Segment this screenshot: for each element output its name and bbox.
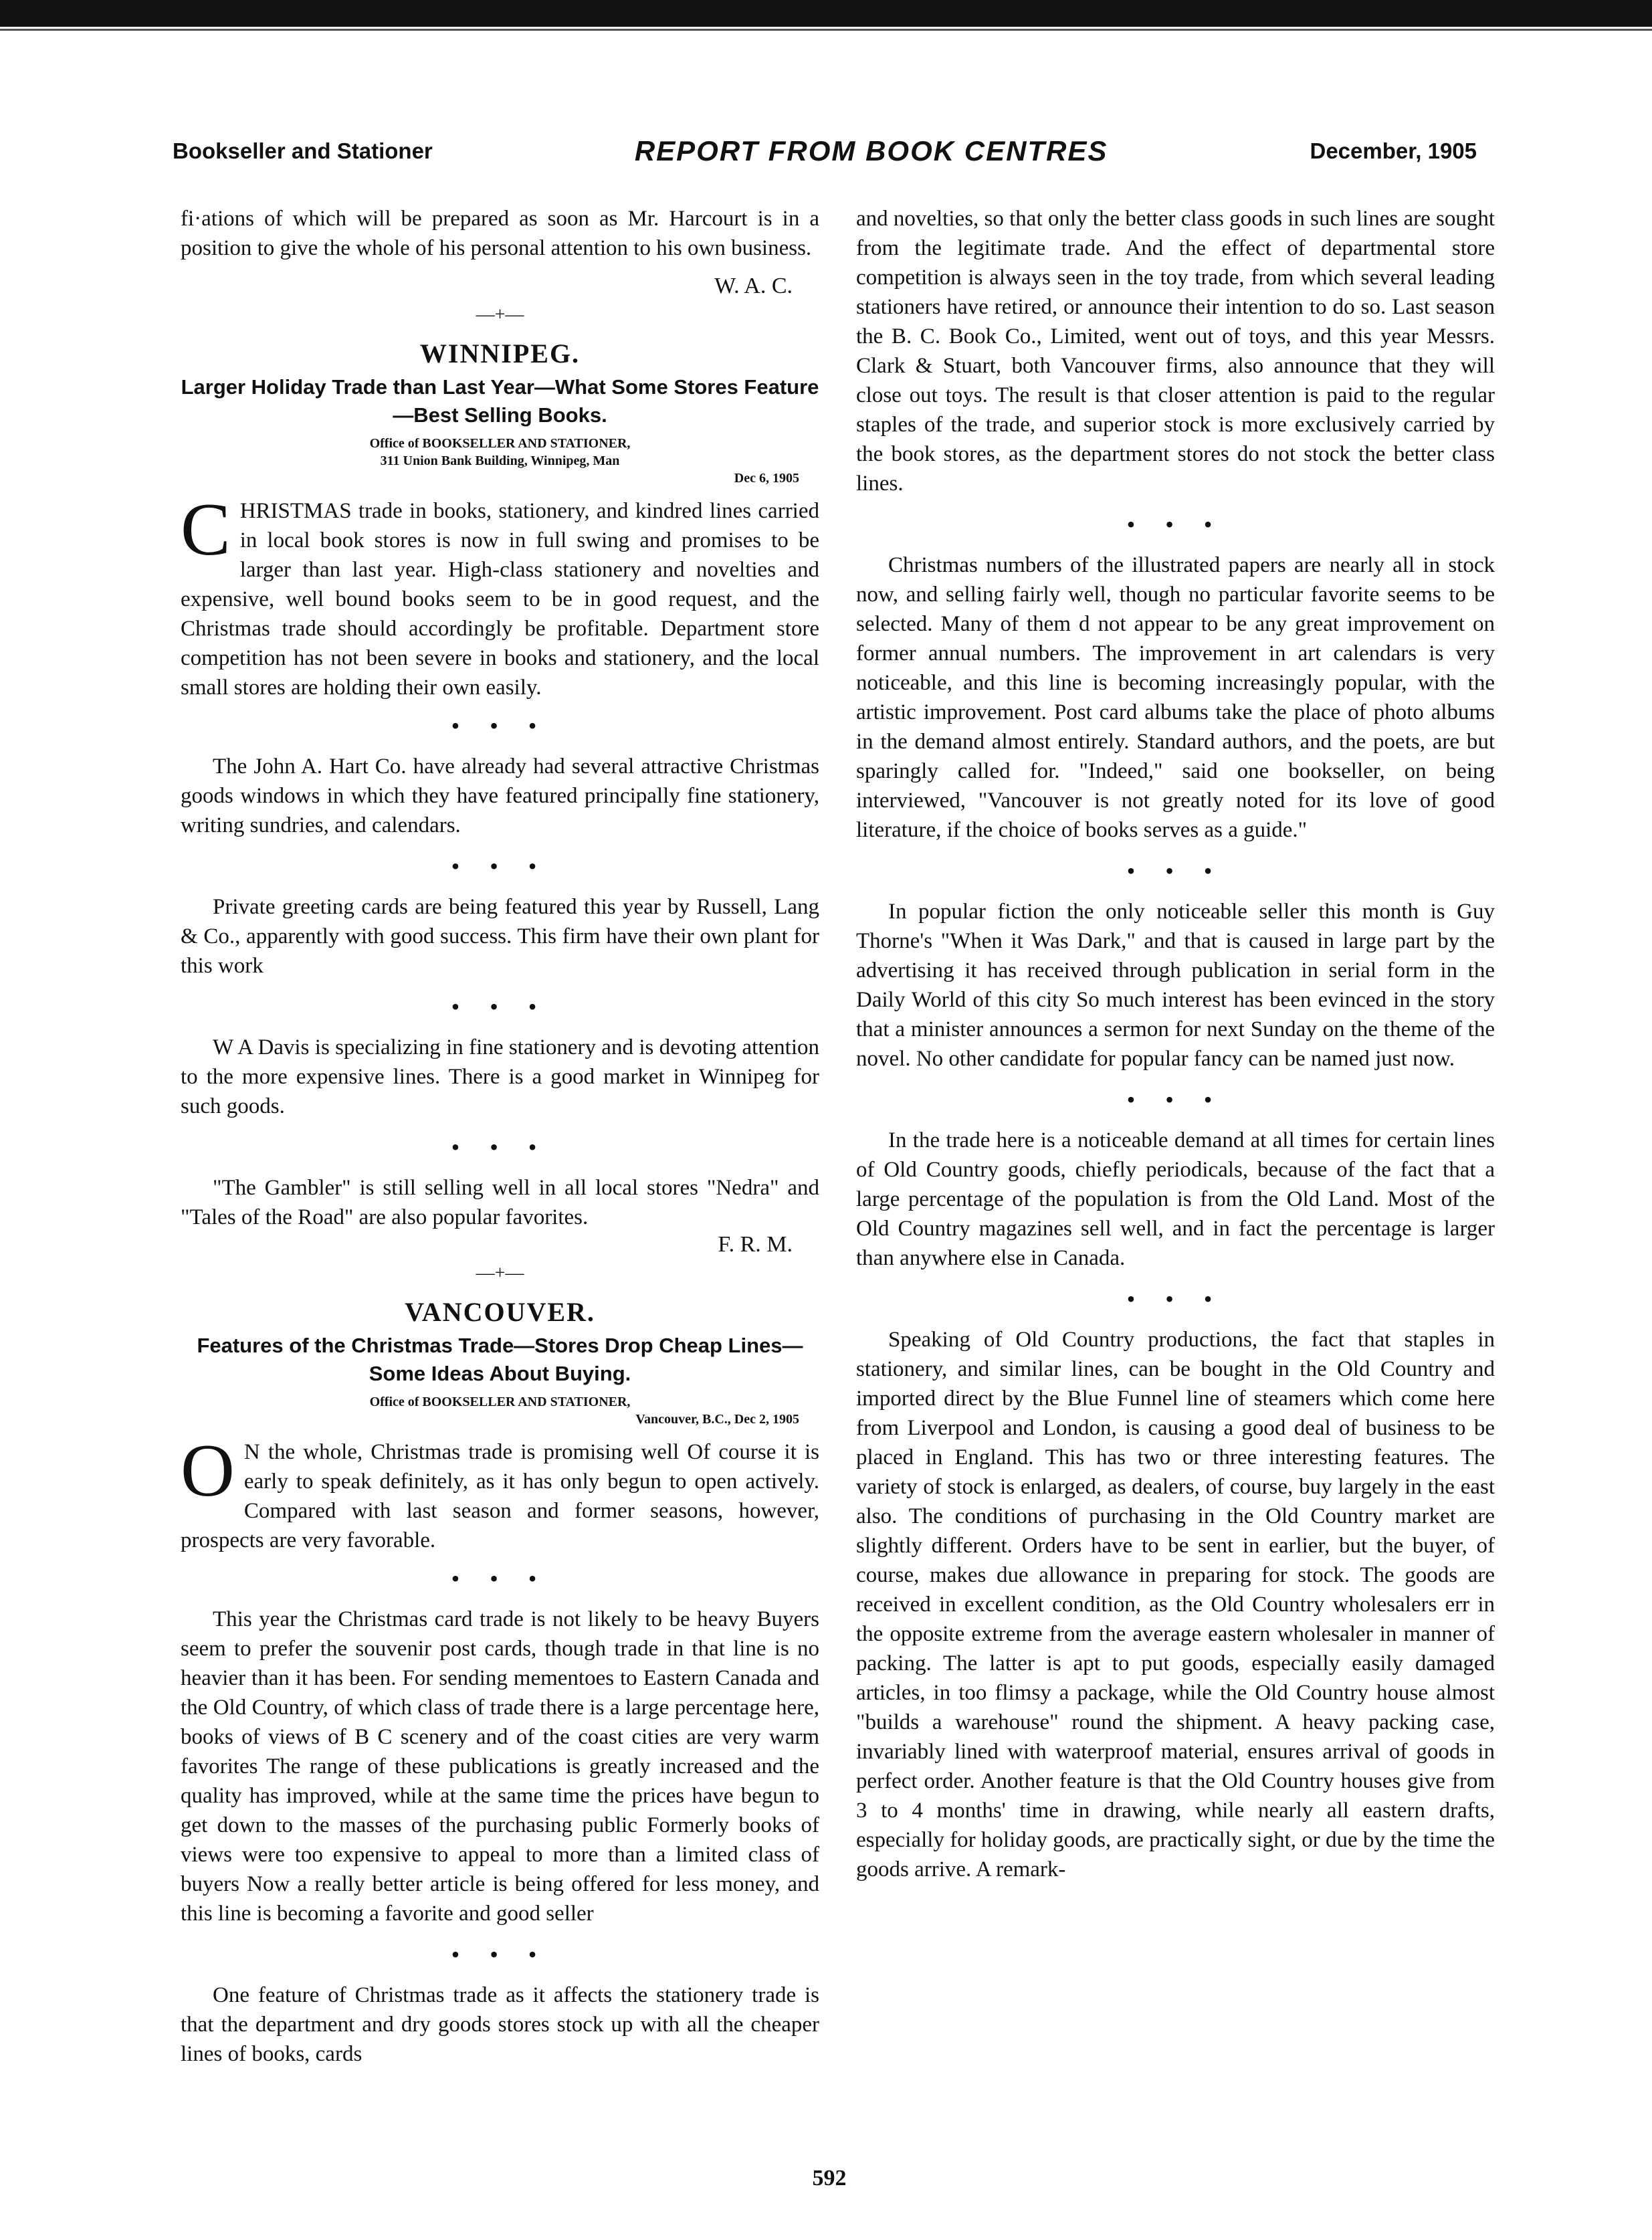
winnipeg-paragraph-1	[181, 488, 819, 702]
section-title: REPORT FROM BOOK CENTRES	[634, 135, 1108, 167]
section-divider: —+—	[476, 304, 524, 325]
winnipeg-dateline: Dec 6, 1905	[734, 471, 799, 486]
vancouver-subhead: Features of the Christmas Trade—Stores Drop Cheap Lines—Some Ideas About Buying.	[197, 1334, 803, 1385]
vancouver-office-line: Office of BOOKSELLER AND STATIONER,	[369, 1395, 631, 1409]
drop-cap: O	[181, 1429, 235, 1512]
intro-signature: W. A. C.	[714, 274, 793, 298]
right-paragraph-1: and novelties, so that only the better class goods in such lines are sought from the legitimate trade. And the effect of departmental store competition is always seen in the toy trade, from which several leading stationers have retired, or announce their intention to do so. Last season the B. C. Book Co., Limited, went out of toys, and this year Messrs. Clark & Stuart, both Vancouver firms, also announce that they will close out toys. The result is that closer attention is paid to the regular staples of the trade, and superior stock is more exclusively carried by the book stores, as the department stores do not stock the better class lines.	[856, 207, 1495, 496]
separator-stars: • • •	[451, 993, 549, 1020]
right-paragraph-5: Speaking of Old Country productions, the fact that staples in stationery, and similar lines, can be bought in the Old Country and imported direct by the Blue Funnel line of steamers which come here from Liverpool and London, is causing a good deal of business to be placed in England. This has two or three interesting features. The variety of stock is enlarged, as dealers, of course, buy largely in the east also. The conditions of purchasing in the Old Country market are slightly different. Orders have to be sent in earlier, but the buyer, of course, makes due allowance in preparing for stock. The goods are received in excellent condition, as the Old Country wholesalers err in the opposite extreme from the average eastern wholesaler in manner of packing. The latter is apt to put goods, especially easily damaged articles, in too flimsy a package, while the Old Country house almost "builds a warehouse" round the shipment. A heavy packing case, invariably lined with waterproof material, ensures arrival of goods in perfect order. Another feature is that the Old Country houses give from 3 to 4 months' time in drawing, while nearly all eastern drafts, especially for holiday goods, are practically sight, or due by the time the goods arrive. A remark-	[856, 1328, 1495, 1881]
drop-cap: C	[181, 488, 231, 571]
issue-date: December, 1905	[1310, 138, 1477, 163]
winnipeg-paragraph-1-text: HRISTMAS trade in books, stationery, and kindred lines carried in local book stores is now in full swing and promises to be larger than last year. High-class stationery and novelties and expensive, well bound books seem to be in good request, and the Christmas trade should accordingly be profitable. Department store competition has not been severe in books and stationery, and the local small stores are holding their own easily.	[181, 499, 819, 700]
separator-stars: • • •	[1126, 857, 1225, 884]
vancouver-paragraph-2: This year the Christmas card trade is not likely to be heavy Buyers seem to prefer the souvenir post cards, though trade in that line is no heavier than it has been. For sending mementoes to Eastern Canada and the Old Country, of which class of trade there is a large percentage here, books of views of B C scenery and of the coast cities are very warm favorites The range of these publications is greatly increased and the quality has improved, while at the same time the prices have begun to get down to the masses of the purchasing public Formerly books of views were too expensive to appeal to more than a limited class of buyers Now a really better article is being offered for less money, and this line is becoming a favorite and good seller	[181, 1607, 819, 1926]
separator-stars: • • •	[451, 1565, 549, 1592]
vancouver-title: VANCOUVER.	[405, 1297, 595, 1327]
vancouver-paragraph-1-text: N the whole, Christmas trade is promising well Of course it is early to speak definitely, as it has only begun to open actively. Compared with last season and former seasons, however, prospects are very favorable.	[181, 1440, 819, 1552]
winnipeg-paragraph-3: Private greeting cards are being featured this year by Russell, Lang & Co., apparently with good success. This firm have their own plant for this work	[181, 895, 819, 978]
left-column	[181, 204, 819, 2150]
winnipeg-title: WINNIPEG.	[419, 338, 581, 369]
winnipeg-office-address: 311 Union Bank Building, Winnipeg, Man	[380, 453, 620, 468]
page-number: 592	[812, 2166, 847, 2191]
winnipeg-signature: F. R. M.	[718, 1232, 793, 1257]
winnipeg-paragraph-5: "The Gambler" is still selling well in all local stores "Nedra" and "Tales of the Road" are also popular favorites.	[181, 1176, 819, 1229]
publication-name: Bookseller and Stationer	[173, 138, 433, 163]
right-column	[856, 204, 1495, 2150]
right-paragraph-2: Christmas numbers of the illustrated papers are nearly all in stock now, and selling fairly well, though no particular favorite seems to be selected. Many of them d not appear to be any great improvement on former annual numbers. The improvement in art calendars is very noticeable, and this line is becoming increasingly popular, with the artistic improvement. Post card albums take the place of photo albums in the demand almost entirely. Standard authors, and the poets, are but sparingly called for. "Indeed," said one bookseller, on being interviewed, "Vancouver is not greatly noted for its love of good literature, if the choice of books serves as a guide."	[856, 553, 1495, 842]
right-paragraph-3: In popular fiction the only noticeable seller this month is Guy Thorne's "When it Was Dark," and that is caused in large part by the advertising it has received through publication in serial form in the Daily World of this city So much interest has been evinced in the story that a minister announces a sermon for next Sunday on the theme of the novel. No other candidate for popular fancy can be named just now.	[856, 900, 1495, 1071]
separator-stars: • • •	[1126, 511, 1225, 538]
separator-stars: • • •	[451, 853, 549, 880]
winnipeg-paragraph-4: W A Davis is specializing in fine stationery and is devoting attention to the more expensive lines. There is a good market in Winnipeg for such goods.	[181, 1035, 819, 1118]
winnipeg-office-line: Office of BOOKSELLER AND STATIONER,	[369, 436, 631, 451]
intro-paragraph: fi·ations of which will be prepared as soon as Mr. Harcourt is in a position to give the whole of his personal attention to his own business.	[181, 207, 819, 260]
vancouver-paragraph-3: One feature of Christmas trade as it affects the stationery trade is that the department and dry goods stores stock up with all the cheaper lines of books, cards	[181, 1983, 819, 2066]
separator-stars: • • •	[1126, 1086, 1225, 1113]
separator-stars: • • •	[451, 1941, 549, 1968]
top-border-rule	[0, 0, 1652, 27]
separator-stars: • • •	[451, 1134, 549, 1160]
winnipeg-paragraph-2: The John A. Hart Co. have already had several attractive Christmas goods windows in which they have featured principally fine stationery, writing sundries, and calendars.	[181, 754, 819, 837]
running-header	[173, 131, 1477, 171]
separator-stars: • • •	[1126, 1286, 1225, 1312]
vancouver-paragraph-1	[181, 1429, 819, 1555]
section-divider: —+—	[476, 1263, 524, 1284]
right-paragraph-4: In the trade here is a noticeable demand at all times for certain lines of Old Country goods, chiefly periodicals, because of the fact that a large percentage of the population is from the Old Land. Most of the Old Country magazines sell well, and in fact the percentage is larger than anywhere else in Canada.	[856, 1128, 1495, 1270]
separator-stars: • • •	[451, 712, 549, 739]
vancouver-dateline: Vancouver, B.C., Dec 2, 1905	[635, 1412, 799, 1427]
winnipeg-subhead: Larger Holiday Trade than Last Year—What Some Stores Feature—Best Selling Books.	[181, 375, 819, 427]
